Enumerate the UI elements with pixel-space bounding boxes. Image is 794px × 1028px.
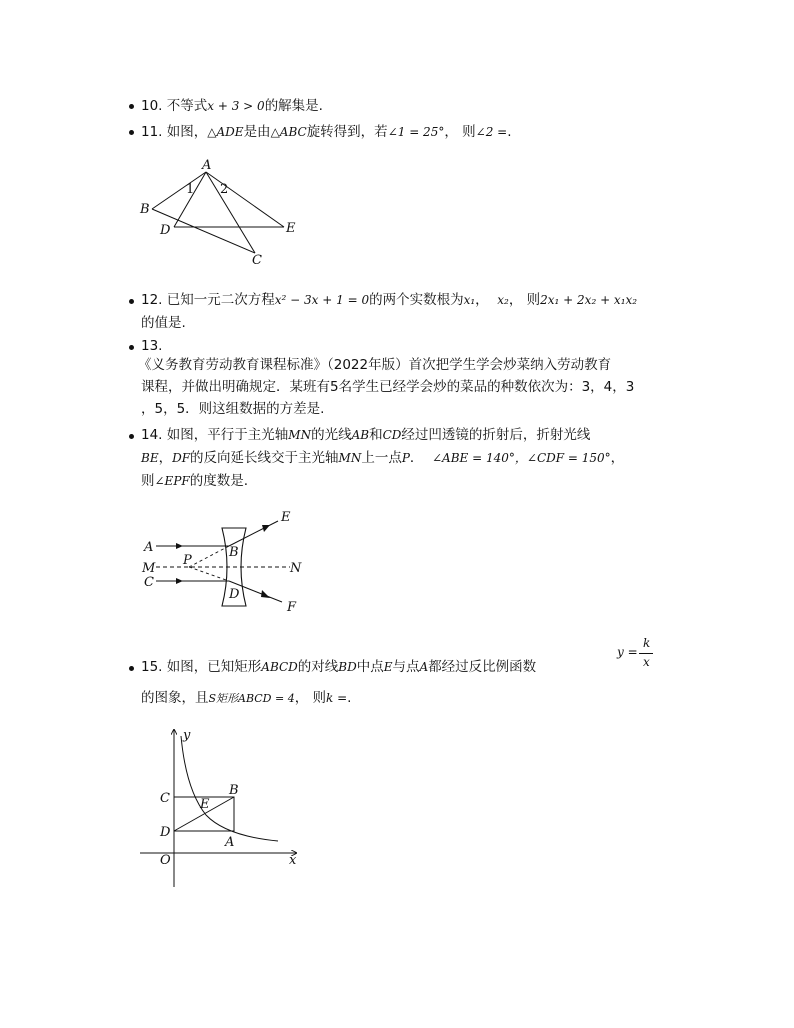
label-D: D [160,223,171,238]
label-C: C [160,791,170,806]
label-A: A [225,835,235,850]
question-14-line3: 则∠EPF的度数是. [141,473,249,489]
q10-inequality: x + 3 > 0 [207,99,265,113]
label-F: F [287,600,297,615]
question-12-line2: 的值是. [141,315,186,331]
label-B: B [140,202,150,217]
label-E: E [286,221,296,236]
label-C: C [252,253,262,268]
label-B: B [229,783,239,798]
label-N: N [290,561,302,576]
label-C: C [144,575,154,590]
label-A: A [144,540,154,555]
q14-angles: ∠ABE = 140°，∠CDF = 150° [432,451,611,465]
label-x: x [289,853,297,868]
question-10: 10. 不等式x + 3 > 0的解集是. [141,98,323,114]
q15-function: y = k x [617,636,661,672]
label-P: P [183,553,192,568]
label-B: B [229,545,239,560]
angle-label-2: 2 [220,182,229,197]
question-13-line3: ，5，5．则这组数据的方差是. [141,401,325,417]
q12-equation: x² − 3x + 1 = 0 [274,293,370,307]
label-E: E [200,797,210,812]
label-y: y [183,728,191,743]
angle-label-1: 1 [186,182,195,197]
label-D: D [229,587,240,602]
question-13-number: 13. [141,338,163,354]
q12-expression: 2x₁ + 2x₂ + x₁x₂ [540,293,638,307]
label-M: M [142,561,156,576]
question-13-line1: 《义务教育劳动教育课程标准》（2022年版）首次把学生学会炒菜纳入劳动教育 [138,357,612,373]
question-13-line2: 课程，并做出明确规定．某班有5名学生已经学会炒的菜品的种数依次为：3，4，3 [141,379,635,395]
label-O: O [160,853,171,868]
label-A: A [202,158,212,173]
q15-area: S矩形ABCD = 4 [208,692,295,705]
question-15-line1: 15. 如图，已知矩形ABCD的对线BD中点E与点A都经过反比例函数 [141,659,537,675]
question-14-line2: BE，DF的反向延长线交于主光轴MN上一点P． ∠ABE = 140°，∠CDF = 150°， [141,450,625,466]
question-12-line1: 12. 已知一元二次方程x² − 3x + 1 = 0的两个实数根为x₁， x₂， 则2x₁ + 2x₂ + x₁x₂ [141,292,638,308]
label-D: D [160,825,171,840]
q10-number: 10. [141,98,163,114]
question-14-line1: 14. 如图，平行于主光轴MN的光线AB和CD经过凹透镜的折射后，折射光线 [141,427,591,443]
question-11: 11. 如图，△ADE是由△ABC旋转得到，若∠1 = 25°， 则∠2 =. [141,124,512,140]
label-E: E [281,510,291,525]
question-15-line2: 的图象，且S矩形ABCD = 4， 则k =. [141,690,352,706]
